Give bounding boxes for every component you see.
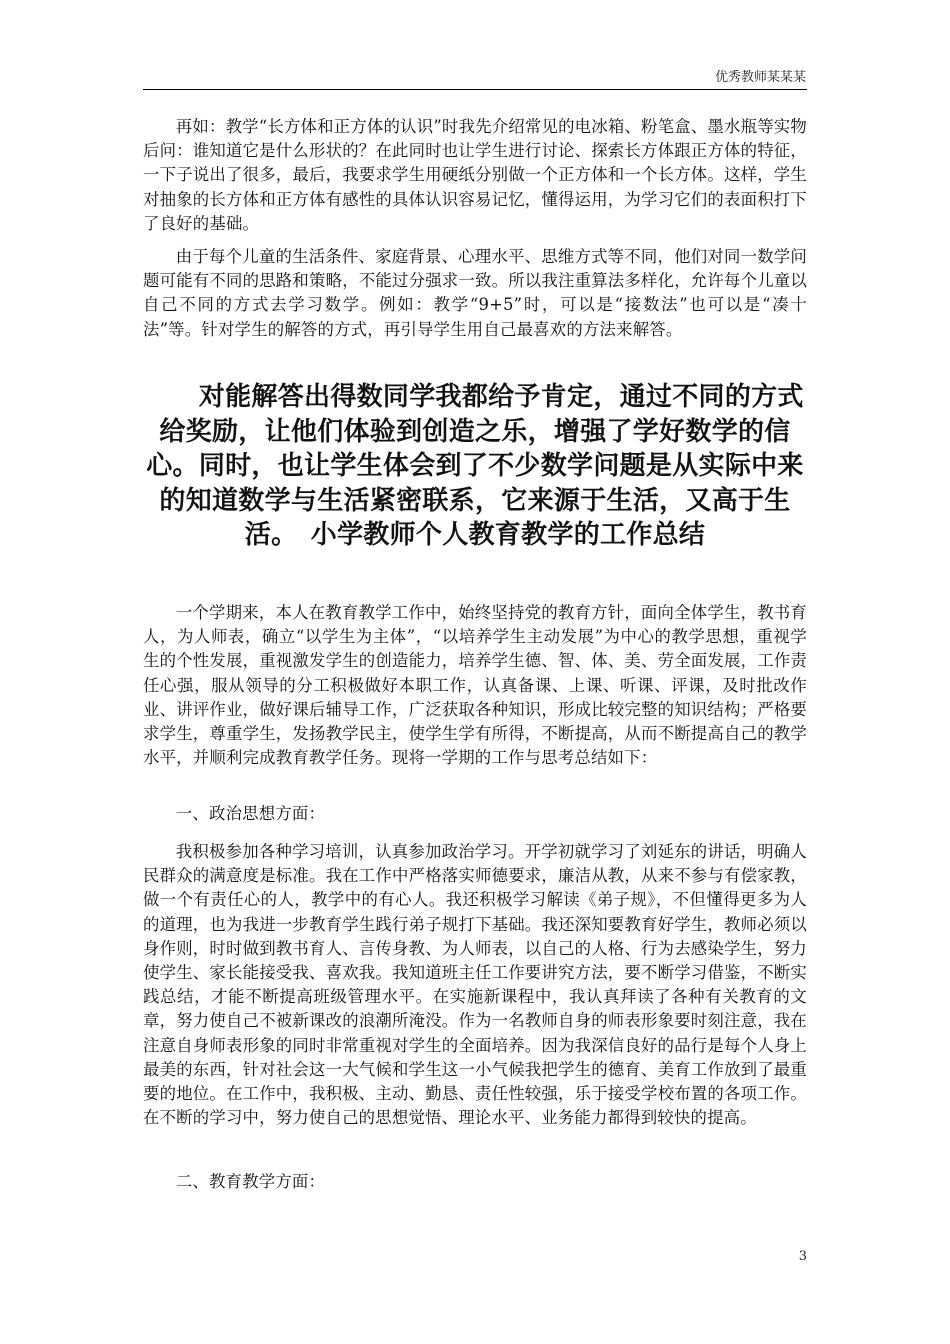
page-number: 3 bbox=[798, 1249, 807, 1264]
paragraph-algorithm-diversity: 由于每个儿童的生活条件、家庭背景、心理水平、思维方式等不同，他们对同一数学问题可能有不同的思路和策略，不能过分强求一致。所以我注重算法多样化，允许每个儿童以自己不同的方式去学习数学。例如：教学“9+5”时，可以是“接数法”也可以是“凑十法”等。针对学生的解答的方式，再引导学生用自己最喜欢的方法来解答。 bbox=[143, 247, 807, 339]
paragraph-political-thought: 我积极参加各种学习培训，认真参加政治学习。开学初就学习了刘延东的讲话，明确人民群众的满意度是标准。我在工作中严格落实师德要求，廉洁从教，从来不参与有偿家教，做一个有责任心的人，教学中的有心人。我还积极学习解读《弟子规》，不但懂得更多为人的道理，也为我进一步教育学生践行弟子规打下基础。我还深知要教育好学生，教师必须以身作则，时时做到教书育人、言传身教、为人师表，以自己的人格、行为去感染学生，努力使学生、家长能接受我、喜欢我。我知道班主任工作要讲究方法，要不断学习借鉴，不断实践总结，才能不断提高班级管理水平。在实施新课程中，我认真拜读了各种有关教育的文章，努力使自己不被新课改的浪潮所淹没。作为一名教师自身的师表形象要时刻注意，我在注意自身师表形象的同时非常重视对学生的全面培养。因为我深信良好的品行是每个人身上最美的东西，针对社会这一大气候和学生这一小气候我把学生的德育、美育工作放到了最重要的地位。在工作中，我积极、主动、勤恳、责任性较强，乐于接受学校布置的各项工作。在不断的学习中，努力使自己的思想觉悟、理论水平、业务能力都得到较快的提高。 bbox=[143, 842, 807, 1128]
header-divider bbox=[143, 89, 807, 90]
section-heading-teaching: 二、教育教学方面： bbox=[175, 1172, 326, 1191]
section-heading-political: 一、政治思想方面： bbox=[175, 804, 326, 823]
paragraph-semester-summary: 一个学期来，本人在教育教学工作中，始终坚持党的教育方针，面向全体学生，教书育人，为人师表，确立“以学生为主体”，“以培养学生主动发展”为中心的教学思想，重视学生的个性发展，重视激发学生的创造能力，培养学生德、智、体、美、劳全面发展，工作责任心强，服从领导的分工积极做好本职工作，认真备课、上课、听课、评课，及时批改作业、讲评作业，做好课后辅导工作，广泛获取各种知识，形成比较完整的知识结构；严格要求学生，尊重学生，发扬教学民主，使学生学有所得，不断提高，从而不断提高自己的教学水平，并顺利完成教育教学任务。现将一学期的工作与思考总结如下： bbox=[143, 603, 807, 768]
paragraph-cuboid-example: 再如：教学“长方体和正方体的认识”时我先介绍常见的电冰箱、粉笔盒、墨水瓶等实物后问：谁知道它是什么形状的？在此同时也让学生进行讨论、探索长方体跟正方体的特征，一下子说出了很多，最后，我要求学生用硬纸分别做一个正方体和一个长方体。这样，学生对抽象的长方体和正方体有感性的具体认识容易记忆，懂得运用，为学习它们的表面积打下了良好的基础。 bbox=[143, 117, 807, 233]
paragraph-heading-large: 对能解答出得数同学我都给予肯定，通过不同的方式给奖励，让他们体验到创造之乐，增强了学好数学的信心。同时，也让学生体会到了不少数学问题是从实际中来的知道数学与生活紧密联系，它来源于生活，又高于生活。 小学教师个人教育教学的工作总结 bbox=[146, 382, 804, 550]
page-header-author: 优秀教师某某某 bbox=[714, 70, 806, 85]
